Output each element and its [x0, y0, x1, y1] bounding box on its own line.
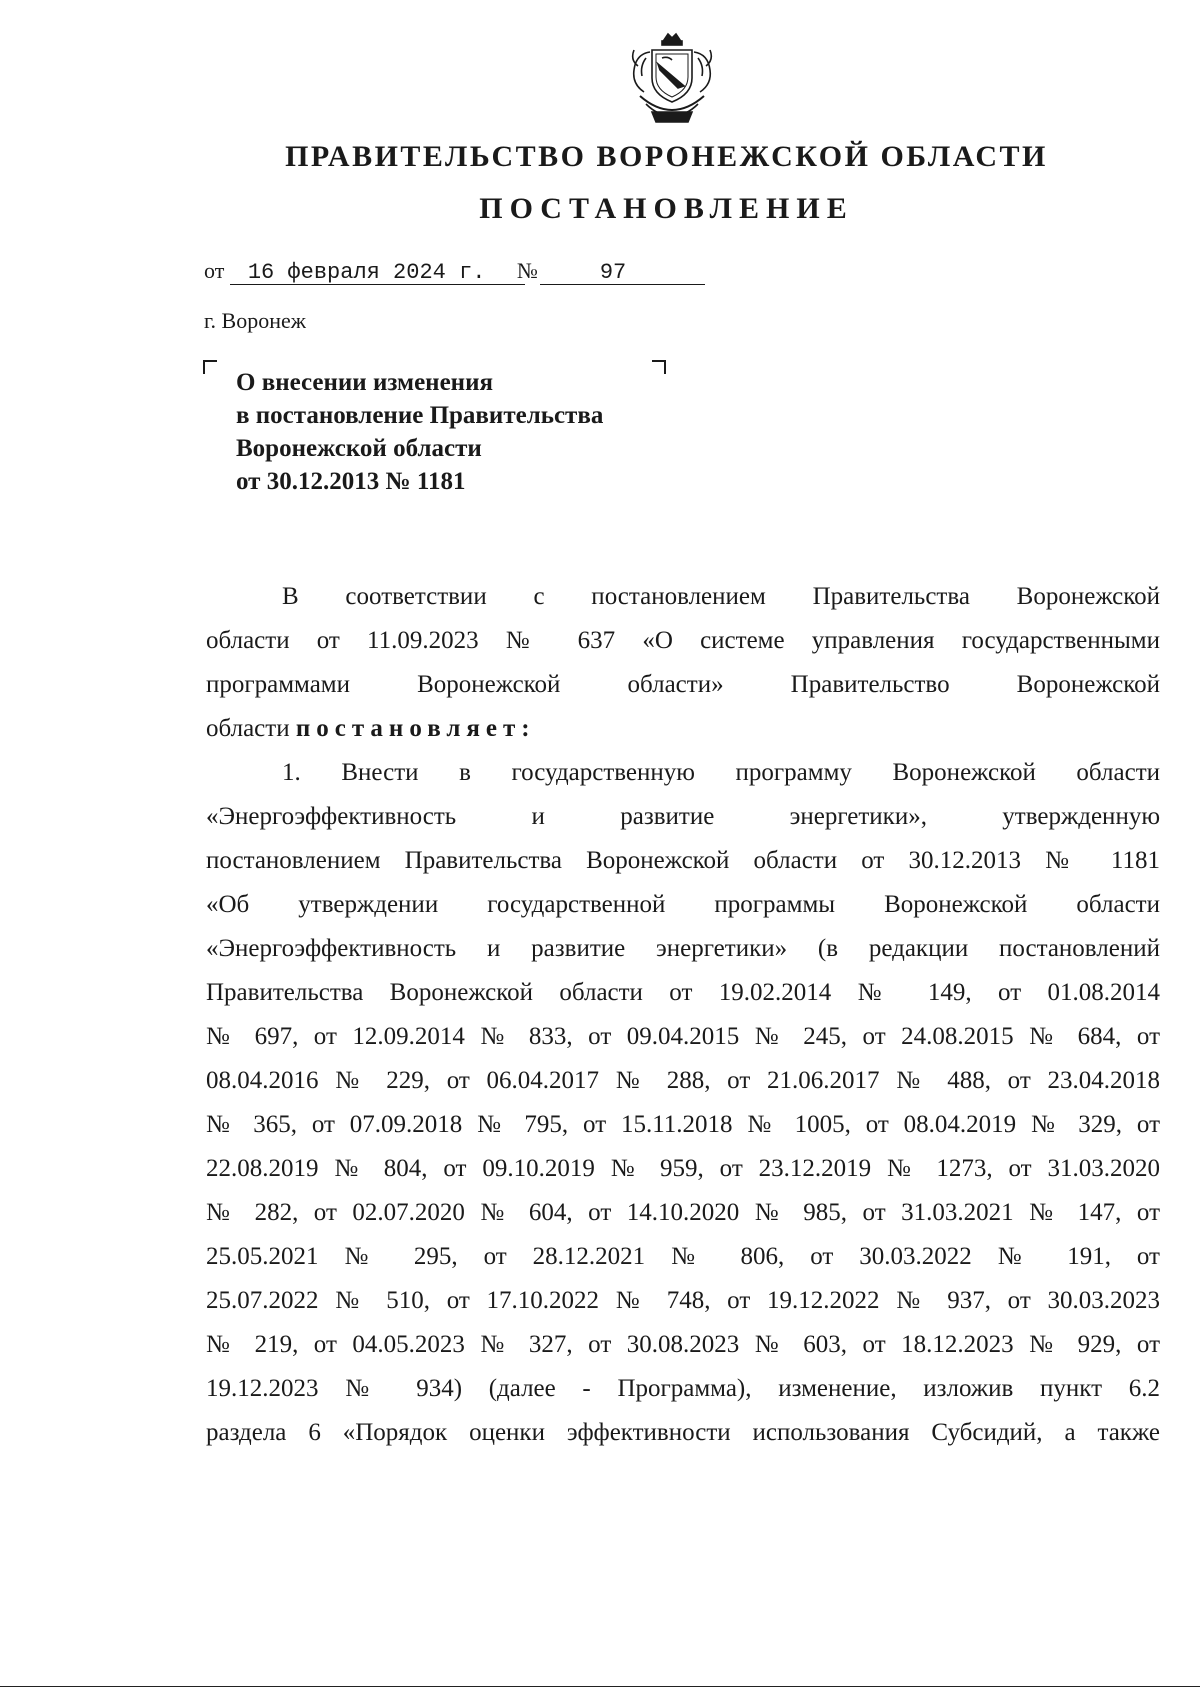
body-line: «Об утверждении государственной программы Воронежской области [206, 891, 1160, 918]
date-number-line [204, 258, 705, 285]
body-line: 1. Внести в государственную программу Воронежской области [282, 759, 1160, 786]
resolves-prefix: области [206, 715, 290, 742]
title-line: Воронежской области [236, 435, 482, 462]
body-line: программами Воронежской области» Правительство Воронежской [206, 671, 1160, 698]
body-line: 22.08.2019 № 804, от 09.10.2019 № 959, от 23.12.2019 № 1273, от 31.03.2020 [206, 1155, 1160, 1182]
body-line: «Энергоэффективность и развитие энергетики», утвержденную [206, 803, 1160, 830]
document-type: ПОСТАНОВЛЕНИЕ [479, 192, 854, 225]
resolves-word: постановляет: [295, 715, 536, 742]
body-line: В соответствии с постановлением Правительства Воронежской [282, 583, 1160, 610]
body-line: 19.12.2023 № 934) (далее - Программа), изменение, изложив пункт 6.2 [206, 1375, 1160, 1402]
title-line: О внесении изменения [236, 369, 494, 396]
document-body [206, 575, 1160, 1455]
document-date: 16 февраля 2024 г. [230, 262, 525, 285]
page-bottom-rule [0, 1686, 1200, 1687]
title-corner-left [203, 360, 217, 374]
body-line: постановлением Правительства Воронежской области от 30.12.2013 № 1181 [206, 847, 1160, 874]
body-line: № 365, от 07.09.2018 № 795, от 15.11.2018 № 1005, от 08.04.2019 № 329, от [206, 1111, 1160, 1138]
body-line: № 697, от 12.09.2014 № 833, от 09.04.2015 № 245, от 24.08.2015 № 684, от [206, 1023, 1160, 1050]
title-line: от 30.12.2013 № 1181 [236, 468, 466, 495]
body-line: раздела 6 «Порядок оценки эффективности использования Субсидий, а также [206, 1419, 1160, 1446]
organization-name: ПРАВИТЕЛЬСТВО ВОРОНЕЖСКОЙ ОБЛАСТИ [285, 140, 1048, 173]
body-line: № 219, от 04.05.2023 № 327, от 30.08.2023 № 603, от 18.12.2023 № 929, от [206, 1331, 1160, 1358]
document-number: 97 [540, 262, 705, 285]
body-line: № 282, от 02.07.2020 № 604, от 14.10.2020 № 985, от 31.03.2021 № 147, от [206, 1199, 1160, 1226]
number-prefix: № [516, 258, 538, 283]
resolves-line [206, 707, 1160, 751]
body-line: 25.07.2022 № 510, от 17.10.2022 № 748, от 19.12.2022 № 937, от 30.03.2023 [206, 1287, 1160, 1314]
title-corner-right [652, 360, 666, 374]
title-line: в постановление Правительства [236, 402, 604, 429]
body-line: 25.05.2021 № 295, от 28.12.2021 № 806, от 30.03.2022 № 191, от [206, 1243, 1160, 1270]
document-title [236, 366, 603, 498]
body-line: 08.04.2016 № 229, от 06.04.2017 № 288, от 21.06.2017 № 488, от 23.04.2018 [206, 1067, 1160, 1094]
body-line: области от 11.09.2023 № 637 «О системе управления государственными [206, 627, 1160, 654]
coat-of-arms-emblem [622, 30, 722, 126]
body-line: Правительства Воронежской области от 19.02.2014 № 149, от 01.08.2014 [206, 979, 1160, 1006]
city: г. Воронеж [204, 308, 306, 333]
date-prefix: от [204, 258, 225, 283]
body-line: «Энергоэффективность и развитие энергетики» (в редакции постановлений [206, 935, 1160, 962]
